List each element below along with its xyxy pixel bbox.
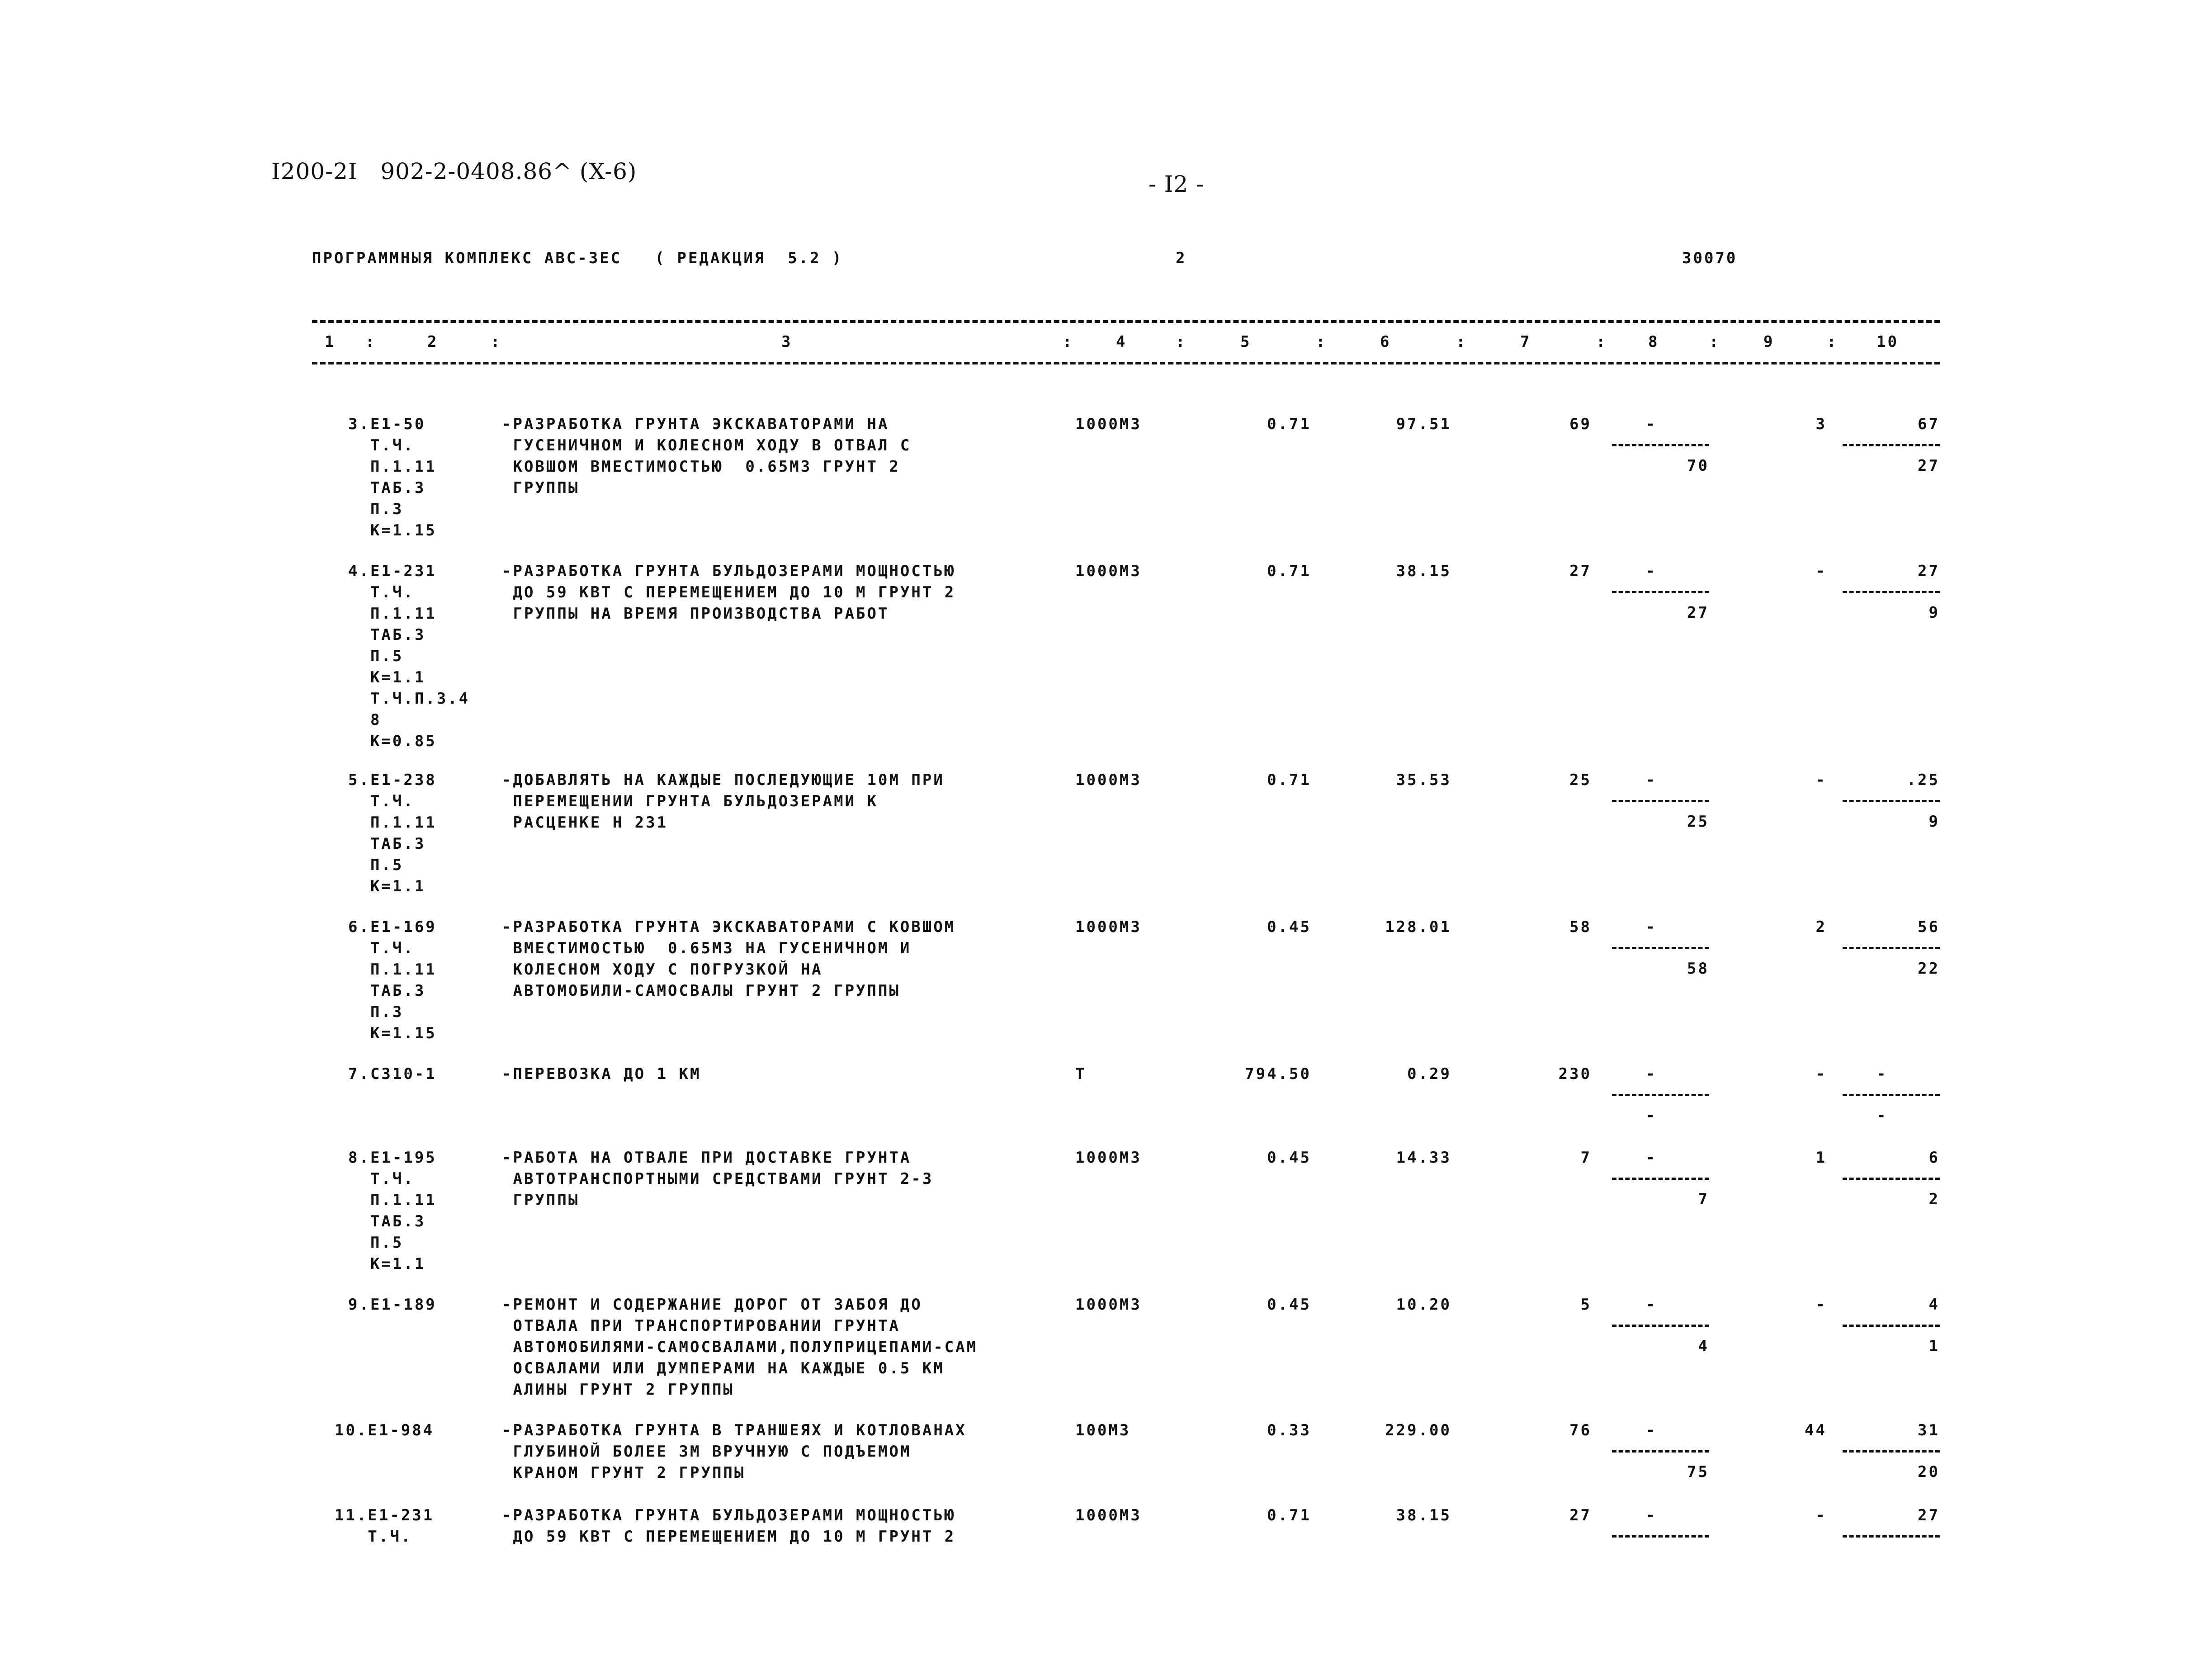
col-sep: :: [1596, 333, 1607, 351]
fraction-line: [1612, 1450, 1709, 1453]
row-code: 5.Е1-238 Т.Ч. П.1.11 ТАБ.3 П.5 К=1.1: [348, 771, 437, 895]
row-col8-top: -: [1646, 771, 1657, 789]
row-total: 27: [1569, 1506, 1592, 1524]
fraction-line: [1843, 1535, 1940, 1538]
fraction-line: [1612, 800, 1709, 802]
row-total: 76: [1569, 1421, 1592, 1439]
fraction-line: [1843, 1450, 1940, 1453]
row-col10-bottom: 27: [1918, 457, 1940, 475]
row-col10-bottom: -: [1876, 1107, 1888, 1125]
row-quantity: 0.71: [1267, 415, 1311, 433]
row-unit-price: 10.20: [1396, 1296, 1451, 1314]
row-unit: 1000М3: [1075, 562, 1142, 580]
col-sep: :: [1827, 333, 1838, 351]
col-sep: :: [365, 333, 377, 351]
row-description: -РАЗРАБОТКА ГРУНТА БУЛЬДОЗЕРАМИ МОЩНОСТЬЮ ДО 59 КВТ С ПЕРЕМЕЩЕНИЕМ ДО 10 М ГРУНТ 2 ГРУППЫ НА ВРЕМЯ ПРОИЗВОДСТВА РАБОТ: [502, 562, 956, 623]
row-col10-bottom: 1: [1928, 1337, 1940, 1355]
row-quantity: 0.71: [1267, 562, 1311, 580]
row-total: 5: [1580, 1296, 1592, 1314]
row-description: -РАЗРАБОТКА ГРУНТА В ТРАНШЕЯХ И КОТЛОВАНАХ ГЛУБИНОЙ БОЛЕЕ 3М ВРУЧНУЮ С ПОДЪЕМОМ КРАНОМ ГРУНТ 2 ГРУППЫ: [502, 1421, 967, 1482]
col-header-5: 5: [1240, 333, 1252, 351]
row-col8-bottom: 25: [1687, 813, 1709, 831]
row-col10-top: 56: [1918, 918, 1940, 936]
row-unit: 1000М3: [1075, 1149, 1142, 1167]
fraction-line: [1843, 1178, 1940, 1180]
col-sep: :: [1063, 333, 1074, 351]
row-quantity: 0.71: [1267, 1506, 1311, 1524]
row-unit-price: 229.00: [1385, 1421, 1451, 1439]
row-col9: -: [1815, 1296, 1827, 1314]
row-col10-bottom: 9: [1928, 604, 1940, 622]
col-header-7: 7: [1520, 333, 1531, 351]
row-col10-bottom: 2: [1928, 1190, 1940, 1208]
row-col8-bottom: 70: [1687, 457, 1709, 475]
row-col10-bottom: 9: [1928, 813, 1940, 831]
col-header-10: 10: [1876, 333, 1899, 351]
row-col8-bottom: -: [1646, 1107, 1657, 1125]
row-col10-top: 67: [1918, 415, 1940, 433]
row-col8-bottom: 75: [1687, 1463, 1709, 1481]
row-unit-price: 0.29: [1407, 1065, 1451, 1083]
row-unit: 100М3: [1075, 1421, 1131, 1439]
row-col9: 44: [1805, 1421, 1827, 1439]
row-col8-top: -: [1646, 1506, 1657, 1524]
row-col8-bottom: 58: [1687, 960, 1709, 978]
row-code: 6.Е1-169 Т.Ч. П.1.11 ТАБ.3 П.3 К=1.15: [348, 918, 437, 1042]
row-unit-price: 38.15: [1396, 1506, 1451, 1524]
row-description: -ДОБАВЛЯТЬ НА КАЖДЫЕ ПОСЛЕДУЮЩИЕ 10М ПРИ ПЕРЕМЕЩЕНИИ ГРУНТА БУЛЬДОЗЕРАМИ К РАСЦЕНКЕ Н 231: [502, 771, 945, 832]
row-col9: 1: [1815, 1149, 1827, 1167]
row-col10-top: 27: [1918, 562, 1940, 580]
row-description: -РАЗРАБОТКА ГРУНТА БУЛЬДОЗЕРАМИ МОЩНОСТЬЮ ДО 59 КВТ С ПЕРЕМЕЩЕНИЕМ ДО 10 М ГРУНТ 2: [502, 1506, 956, 1546]
col-sep: :: [491, 333, 502, 351]
fraction-line: [1612, 947, 1709, 949]
row-description: -РАЗРАБОТКА ГРУНТА ЭКСКАВАТОРАМИ НА ГУСЕНИЧНОМ И КОЛЕСНОМ ХОДУ В ОТВАЛ С КОВШОМ ВМЕСТИМОСТЬЮ 0.65М3 ГРУНТ 2 ГРУППЫ: [502, 415, 912, 497]
row-quantity: 794.50: [1245, 1065, 1311, 1083]
fraction-line: [1843, 800, 1940, 802]
col-header-8: 8: [1648, 333, 1659, 351]
row-total: 7: [1580, 1149, 1592, 1167]
row-unit-price: 128.01: [1385, 918, 1451, 936]
fraction-line: [1843, 947, 1940, 949]
col-header-4: 4: [1116, 333, 1127, 351]
row-quantity: 0.33: [1267, 1421, 1311, 1439]
row-col10-top: .25: [1906, 771, 1940, 789]
row-description: -РЕМОНТ И СОДЕРЖАНИЕ ДОРОГ ОТ ЗАБОЯ ДО ОТВАЛА ПРИ ТРАНСПОРТИРОВАНИИ ГРУНТА АВТОМОБИЛЯМИ-САМОСВАЛАМИ,ПОЛУПРИЦЕПАМИ-САМ ОСВАЛАМИ ИЛИ ДУМПЕРАМИ НА КАЖДЫЕ 0.5 КМ АЛИНЫ ГРУНТ 2 ГРУППЫ: [502, 1296, 978, 1399]
row-total: 25: [1569, 771, 1592, 789]
table-top-rule: [312, 320, 1940, 323]
row-code: 7.С310-1: [348, 1065, 437, 1083]
document-stamp: I200-2I 902-2-0408.86^ (X-6): [271, 158, 637, 185]
row-unit: 1000М3: [1075, 1506, 1142, 1524]
row-col9: -: [1815, 562, 1827, 580]
col-header-2: 2: [427, 333, 439, 351]
col-header-6: 6: [1380, 333, 1391, 351]
row-unit: 1000М3: [1075, 771, 1142, 789]
col-header-3: 3: [781, 333, 793, 351]
row-unit-price: 35.53: [1396, 771, 1451, 789]
row-col9: -: [1815, 1065, 1827, 1083]
header-code: 30070: [1682, 249, 1738, 267]
row-col9: -: [1815, 1506, 1827, 1524]
col-sep: :: [1709, 333, 1720, 351]
row-quantity: 0.45: [1267, 1296, 1311, 1314]
row-col10-bottom: 22: [1918, 960, 1940, 978]
row-col8-top: -: [1646, 1065, 1657, 1083]
fraction-line: [1612, 591, 1709, 593]
col-sep: :: [1176, 333, 1187, 351]
row-code: 11.Е1-231 Т.Ч.: [335, 1506, 435, 1546]
row-col10-top: 27: [1918, 1506, 1940, 1524]
fraction-line: [1612, 444, 1709, 446]
row-col8-bottom: 4: [1698, 1337, 1709, 1355]
row-total: 27: [1569, 562, 1592, 580]
page-number: - I2 -: [1149, 171, 1205, 197]
row-unit-price: 14.33: [1396, 1149, 1451, 1167]
row-total: 58: [1569, 918, 1592, 936]
row-col10-top: -: [1876, 1065, 1888, 1083]
row-col8-top: -: [1646, 562, 1657, 580]
fraction-line: [1612, 1178, 1709, 1180]
row-col8-bottom: 27: [1687, 604, 1709, 622]
row-description: -РАБОТА НА ОТВАЛЕ ПРИ ДОСТАВКЕ ГРУНТА АВТОТРАНСПОРТНЫМИ СРЕДСТВАМИ ГРУНТ 2-3 ГРУППЫ: [502, 1149, 934, 1209]
row-description: -ПЕРЕВОЗКА ДО 1 КМ: [502, 1065, 701, 1083]
row-total: 69: [1569, 415, 1592, 433]
col-sep: :: [1316, 333, 1327, 351]
row-unit: 1000М3: [1075, 415, 1142, 433]
row-unit: Т: [1075, 1065, 1087, 1083]
row-col8-top: -: [1646, 1149, 1657, 1167]
row-col8-top: -: [1646, 1421, 1657, 1439]
row-col9: 2: [1815, 918, 1827, 936]
fraction-line: [1843, 444, 1940, 446]
fraction-line: [1612, 1535, 1709, 1538]
row-col9: 3: [1815, 415, 1827, 433]
fraction-line: [1612, 1094, 1709, 1096]
row-code: 10.Е1-984: [335, 1421, 435, 1439]
row-unit-price: 97.51: [1396, 415, 1451, 433]
row-unit-price: 38.15: [1396, 562, 1451, 580]
row-total: 230: [1558, 1065, 1592, 1083]
table-header-rule: [312, 362, 1940, 364]
row-col8-top: -: [1646, 1296, 1657, 1314]
row-code: 4.Е1-231 Т.Ч. П.1.11 ТАБ.3 П.5 К=1.1 Т.Ч.П.3.4 8 К=0.85: [348, 562, 470, 750]
row-code: 8.Е1-195 Т.Ч. П.1.11 ТАБ.3 П.5 К=1.1: [348, 1149, 437, 1273]
col-header-1: 1: [325, 333, 336, 351]
row-col10-top: 6: [1928, 1149, 1940, 1167]
row-unit: 1000М3: [1075, 1296, 1142, 1314]
row-col10-top: 4: [1928, 1296, 1940, 1314]
fraction-line: [1843, 1325, 1940, 1327]
row-col8-top: -: [1646, 918, 1657, 936]
row-code: 3.Е1-50 Т.Ч. П.1.11 ТАБ.3 П.3 К=1.15: [348, 415, 437, 539]
row-quantity: 0.45: [1267, 1149, 1311, 1167]
fraction-line: [1612, 1325, 1709, 1327]
col-header-9: 9: [1763, 333, 1775, 351]
row-quantity: 0.45: [1267, 918, 1311, 936]
row-col9: -: [1815, 771, 1827, 789]
header-page-indicator: 2: [1176, 249, 1187, 267]
program-header: ПРОГРАММНЫЯ КОМПЛЕКС АВС-ЗЕС ( РЕДАКЦИЯ 5.2 ): [312, 249, 843, 267]
row-code: 9.Е1-189: [348, 1296, 437, 1314]
row-unit: 1000М3: [1075, 918, 1142, 936]
fraction-line: [1843, 591, 1940, 593]
row-col10-top: 31: [1918, 1421, 1940, 1439]
row-col8-top: -: [1646, 415, 1657, 433]
row-description: -РАЗРАБОТКА ГРУНТА ЭКСКАВАТОРАМИ С КОВШОМ ВМЕСТИМОСТЬЮ 0.65М3 НА ГУСЕНИЧНОМ И КОЛЕСНОМ ХОДУ С ПОГРУЗКОЙ НА АВТОМОБИЛИ-САМОСВАЛЫ ГРУНТ 2 ГРУППЫ: [502, 918, 956, 1000]
row-col8-bottom: 7: [1698, 1190, 1709, 1208]
col-sep: :: [1456, 333, 1467, 351]
row-quantity: 0.71: [1267, 771, 1311, 789]
row-col10-bottom: 20: [1918, 1463, 1940, 1481]
fraction-line: [1843, 1094, 1940, 1096]
